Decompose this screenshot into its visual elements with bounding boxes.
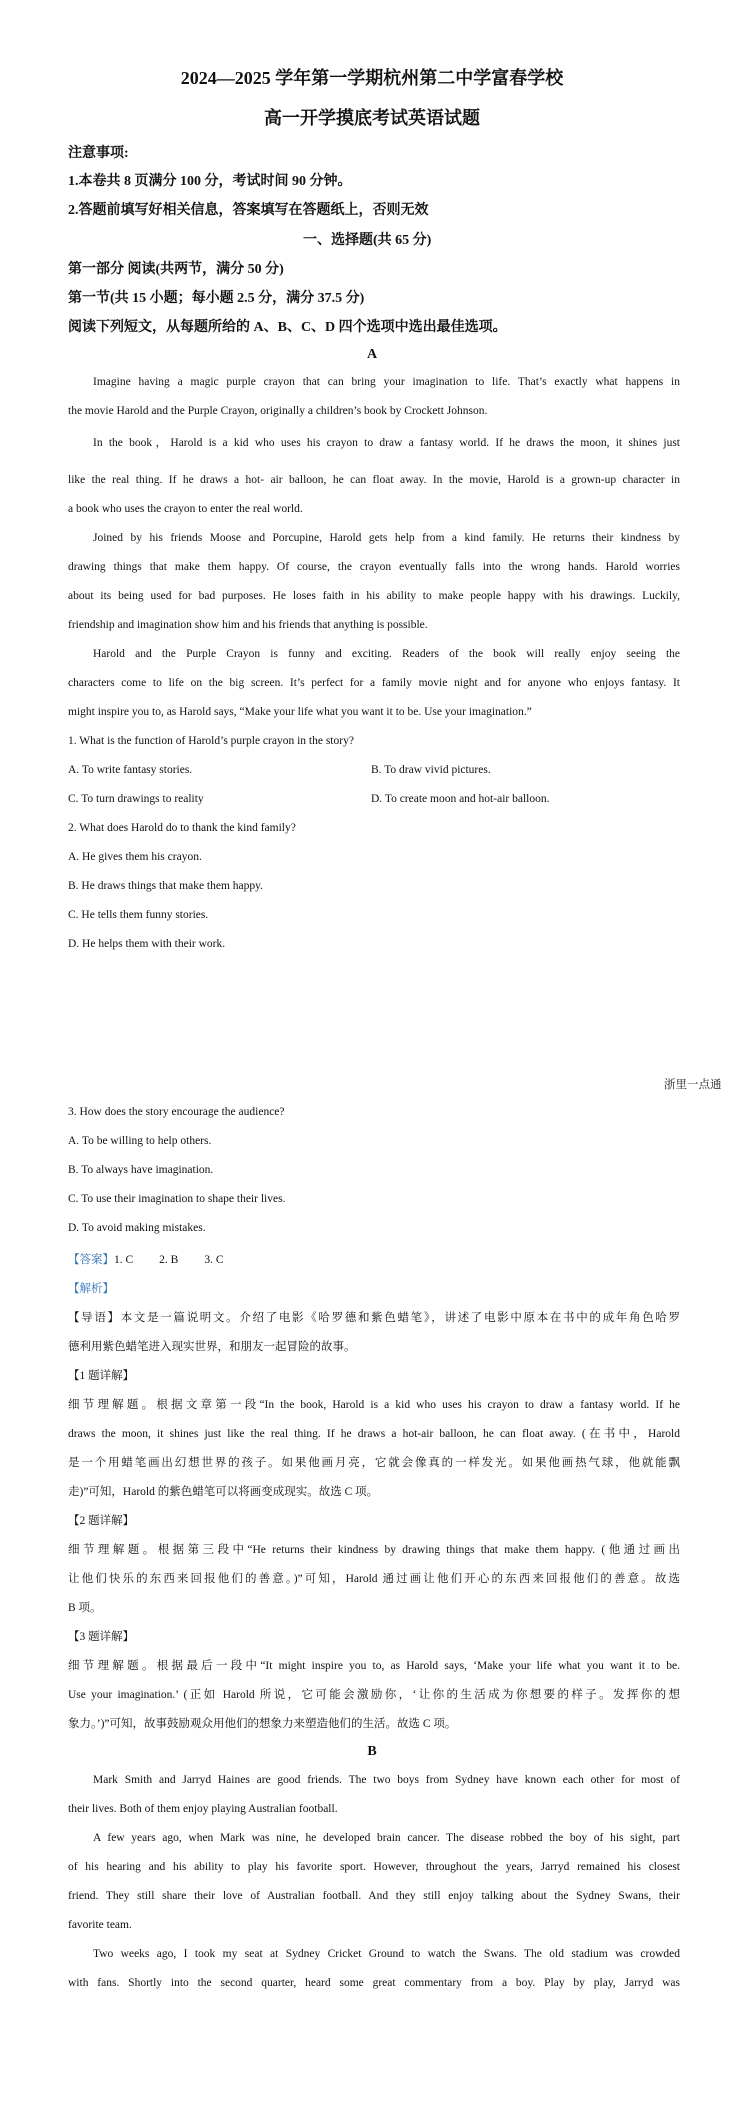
question-2-stem: 2. What does Harold do to thank the kind family?	[68, 822, 296, 834]
note-2: 2.答题前填写好相关信息，答案填写在答题纸上，否则无效	[68, 203, 429, 218]
passage-a-line: friendship and imagination show him and his friends that anything is possible.	[68, 619, 428, 631]
passage-b-line: friend. They still share their love of Australian football. And they still enjoy talking about the Sydney Swans, their	[68, 1890, 680, 1902]
question-2-option-c: C. He tells them funny stories.	[68, 909, 209, 921]
passage-b-line: Mark Smith and Jarryd Haines are good friends. The two boys from Sydney have known each other for most of	[93, 1774, 680, 1786]
passage-a-line: a book who uses the crayon to enter the real world.	[68, 503, 303, 515]
question-3-option-b: B. To always have imagination.	[68, 1164, 214, 1176]
question-3-option-c: C. To use their imagination to shape their lives.	[68, 1193, 286, 1205]
detail-1-line: draws the moon, it shines just like the real thing. If he draws a hot-air balloon, he can float away. (在书中，Harold	[68, 1428, 680, 1440]
guide-line: 【导语】本文是一篇说明文。介绍了电影《哈罗德和紫色蜡笔》，讲述了电影中原本在书中的成年角色哈罗	[68, 1312, 680, 1324]
detail-2-line: B 项。	[68, 1602, 102, 1614]
guide-line: 德利用紫色蜡笔进入现实世界，和朋友一起冒险的故事。	[68, 1341, 356, 1353]
watermark: 浙里一点通	[664, 1079, 722, 1091]
answer-label: 【答案】	[68, 1254, 114, 1266]
exam-title: 2024—2025 学年第一学期杭州第二中学富春学校	[180, 68, 564, 88]
passage-a-line: Imagine having a magic purple crayon that can bring your imagination to life. That’s exactly what happens in	[93, 376, 680, 388]
part-heading: 第一部分 阅读(共两节，满分 50 分)	[68, 262, 284, 277]
passage-b-line: A few years ago, when Mark was nine, he developed brain cancer. The disease robbed the boy of his sight, part	[93, 1832, 680, 1844]
question-1-option-d: D. To create moon and hot-air balloon.	[371, 793, 550, 805]
passage-b-line: of his hearing and his ability to play his favorite sport. However, throughout the years, Jarryd remained his closest	[68, 1861, 680, 1873]
question-1-stem: 1. What is the function of Harold’s purple crayon in the story?	[68, 735, 354, 747]
question-1-option-b: B. To draw vivid pictures.	[371, 764, 491, 776]
passage-a-line: characters come to life on the big screen. It’s perfect for a family movie night and for anyone who enjoys fantasy. It	[68, 677, 680, 689]
notes-heading: 注意事项:	[68, 146, 129, 161]
detail-3-line: 象力。’)”可知，故事鼓励观众用他们的想象力来塑造他们的生活。故选 C 项。	[68, 1718, 457, 1730]
section-heading: 一、选择题(共 65 分)	[303, 233, 432, 248]
detail-1-line: 走)”可知，Harold 的紫色蜡笔可以将画变成现实。故选 C 项。	[68, 1486, 379, 1498]
detail-3-line: 细节理解题。根据最后一段中“It might inspire you to, as Harold says, ‘Make your life what you want it to be.	[68, 1660, 680, 1672]
passage-a-line: about its being used for bad purposes. He loses faith in his ability to make people happy with his drawings. Luckily,	[68, 590, 680, 602]
detail-3-title: 【3 题详解】	[68, 1631, 135, 1643]
passage-a-line: might inspire you to, as Harold says, “Make your life what you want it to be. Use your imagination.”	[68, 706, 532, 718]
question-3-option-a: A. To be willing to help others.	[68, 1135, 212, 1147]
passage-a-label: A	[366, 347, 378, 362]
passage-b-label: B	[367, 1744, 377, 1759]
passage-b-line: with fans. Shortly into the second quarter, heard some great commentary from a boy. Play by play, Jarryd was	[68, 1977, 680, 1989]
passage-a-line: Joined by his friends Moose and Porcupine, Harold gets help from a kind family. He returns their kindness by	[93, 532, 680, 544]
detail-2-title: 【2 题详解】	[68, 1515, 135, 1527]
question-1-option-a: A. To write fantasy stories.	[68, 764, 193, 776]
question-1-option-c: C. To turn drawings to reality	[68, 793, 204, 805]
question-3-stem: 3. How does the story encourage the audience?	[68, 1106, 285, 1118]
passage-a-line: the movie Harold and the Purple Crayon, originally a children’s book by Crockett Johnson.	[68, 405, 488, 417]
detail-1-title: 【1 题详解】	[68, 1370, 135, 1382]
note-1: 1.本卷共 8 页满分 100 分，考试时间 90 分钟。	[68, 174, 352, 189]
passage-b-line: Two weeks ago, I took my seat at Sydney Cricket Ground to watch the Swans. The old stadium was crowded	[93, 1948, 680, 1960]
detail-2-line: 细节理解题。根据第三段中“He returns their kindness by drawing things that make them happy. (他通过画出	[68, 1544, 680, 1556]
passage-b-line: favorite team.	[68, 1919, 132, 1931]
passage-b-line: their lives. Both of them enjoy playing Australian football.	[68, 1803, 338, 1815]
answer-1: 1. C	[114, 1254, 134, 1266]
passage-a-line: drawing things that make them happy. Of course, the crayon eventually falls into the wrong hands. Harold worries	[68, 561, 680, 573]
detail-1-line: 细节理解题。根据文章第一段“In the book, Harold is a kid who uses his crayon to draw a fantasy world. If he	[68, 1399, 680, 1411]
answer-3: 3. C	[204, 1254, 224, 1266]
instruction: 阅读下列短文，从每题所给的 A、B、C、D 四个选项中选出最佳选项。	[68, 320, 507, 335]
passage-a-line: like the real thing. If he draws a hot- air balloon, he can float away. In the movie, Harold is a grown-up character in	[68, 474, 680, 486]
detail-2-line: 让他们快乐的东西来回报他们的善意。)”可知，Harold 通过画让他们开心的东西来回报他们的善意。故选	[68, 1573, 680, 1585]
question-2-option-a: A. He gives them his crayon.	[68, 851, 202, 863]
subsection-heading: 第一节(共 15 小题；每小题 2.5 分，满分 37.5 分)	[68, 291, 365, 306]
analysis-label: 【解析】	[68, 1283, 114, 1295]
detail-1-line: 是一个用蜡笔画出幻想世界的孩子。如果他画月亮，它就会像真的一样发光。如果他画热气球，他就能飘	[68, 1457, 680, 1469]
passage-a-line: In the book，Harold is a kid who uses his crayon to draw a fantasy world. If he draws the moon, it shines just	[93, 437, 680, 449]
answer-2: 2. B	[159, 1254, 179, 1266]
answer-line	[68, 1251, 224, 1267]
question-3-option-d: D. To avoid making mistakes.	[68, 1222, 206, 1234]
passage-a-line: Harold and the Purple Crayon is funny and exciting. Readers of the book will really enjoy seeing the	[93, 648, 680, 660]
detail-3-line: Use your imagination.’ (正如 Harold 所说，它可能会激励你，‘让你的生活成为你想要的样子。发挥你的想	[68, 1689, 680, 1701]
question-2-option-b: B. He draws things that make them happy.	[68, 880, 264, 892]
exam-subtitle: 高一开学摸底考试英语试题	[264, 108, 480, 128]
question-2-option-d: D. He helps them with their work.	[68, 938, 226, 950]
